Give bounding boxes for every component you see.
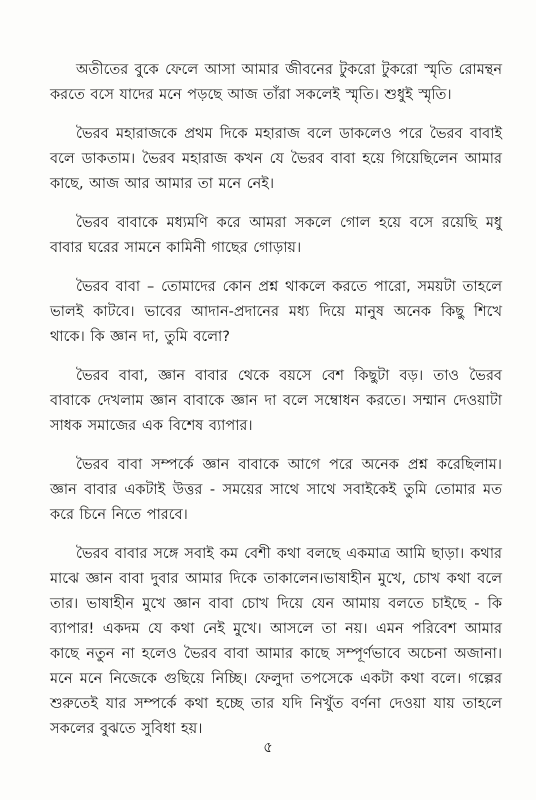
paragraph-7: ভৈরব বাবার সঙ্গে সবাই কম বেশী কথা বলছে একমাত্র আমি ছাড়া। কথার মাঝে জ্ঞান বাবা দুবার আমার দিকে তাকালেন।ভাষাহীন মুখে, চোখ কথা বলে তার। ভাষাহীন মুখে জ্ঞান বাবা চোখ দিয়ে যেন আমায় বলতে চাইছে - কি ব্যাপার! একদম যে কথা নেই মুখে। আসলে তা নয়। এমন পরিবেশ আমার কাছে নতুন না হলেও ভৈরব বাবা আমার কাছে সম্পূর্ণভাবে অচেনা অজানা। মনে মনে নিজেকে গুছিয়ে নিচ্ছি। ফেলুদা তপসেকে একটা কথা বলে। গল্পের শুরুতেই যার সম্পর্কে কথা হচ্ছে তার যদি নিখুঁত বর্ণনা দেওয়া যায় তাহলে সকলের বুঝতে সুবিধা হয়। <box>50 546 502 737</box>
paragraph-1: অতীতের বুকে ফেলে আসা আমার জীবনের টুকরো টুকরো স্মৃতি রোমন্থন করতে বসে যাদের মনে পড়ছে আজ তাঁরা সকলেই স্মৃতি। শুধুই স্মৃতি। <box>50 62 502 103</box>
paragraph-5: ভৈরব বাবা, জ্ঞান বাবার থেকে বয়সে বেশ কিছুটা বড়। তাও ভৈরব বাবাকে দেখলাম জ্ঞান বাবাকে জ্ঞান দা বলে সম্বোধন করতে। সম্মান দেওয়াটা সাধক সমাজের এক বিশেষ ব্যাপার। <box>50 368 502 434</box>
paragraph-3: ভৈরব বাবাকে মধ্যমণি করে আমরা সকলে গোল হয়ে বসে রয়েছি মধু বাবার ঘরের সামনে কামিনী গাছের গোড়ায়। <box>50 215 502 256</box>
page-number: ৫ <box>263 738 273 756</box>
paragraph-2: ভৈরব মহারাজকে প্রথম দিকে মহারাজ বলে ডাকলেও পরে ভৈরব বাবাই বলে ডাকতাম। ভৈরব মহারাজ কখন যে ভৈরব বাবা হয়ে গিয়েছিলেন আমার কাছে, আজ আর আমার তা মনে নেই। <box>50 126 502 192</box>
paragraph-6: ভৈরব বাবা সম্পর্কে জ্ঞান বাবাকে আগে পরে অনেক প্রশ্ন করেছিলাম। জ্ঞান বাবার একটাই উত্তর - সময়ের সাথে সাথে সবাইকেই তুমি তোমার মত করে চিনে নিতে পারবে। <box>50 457 502 523</box>
page-body <box>50 58 502 756</box>
paragraph-4: ভৈরব বাবা – তোমাদের কোন প্রশ্ন থাকলে করতে পারো, সময়টা তাহলে ভালই কাটবে। ভাবের আদান-প্রদানের মধ্য দিয়ে মানুষ অনেক কিছু শিখে থাকে। কি জ্ঞান দা, তুমি বলো? <box>50 279 502 345</box>
